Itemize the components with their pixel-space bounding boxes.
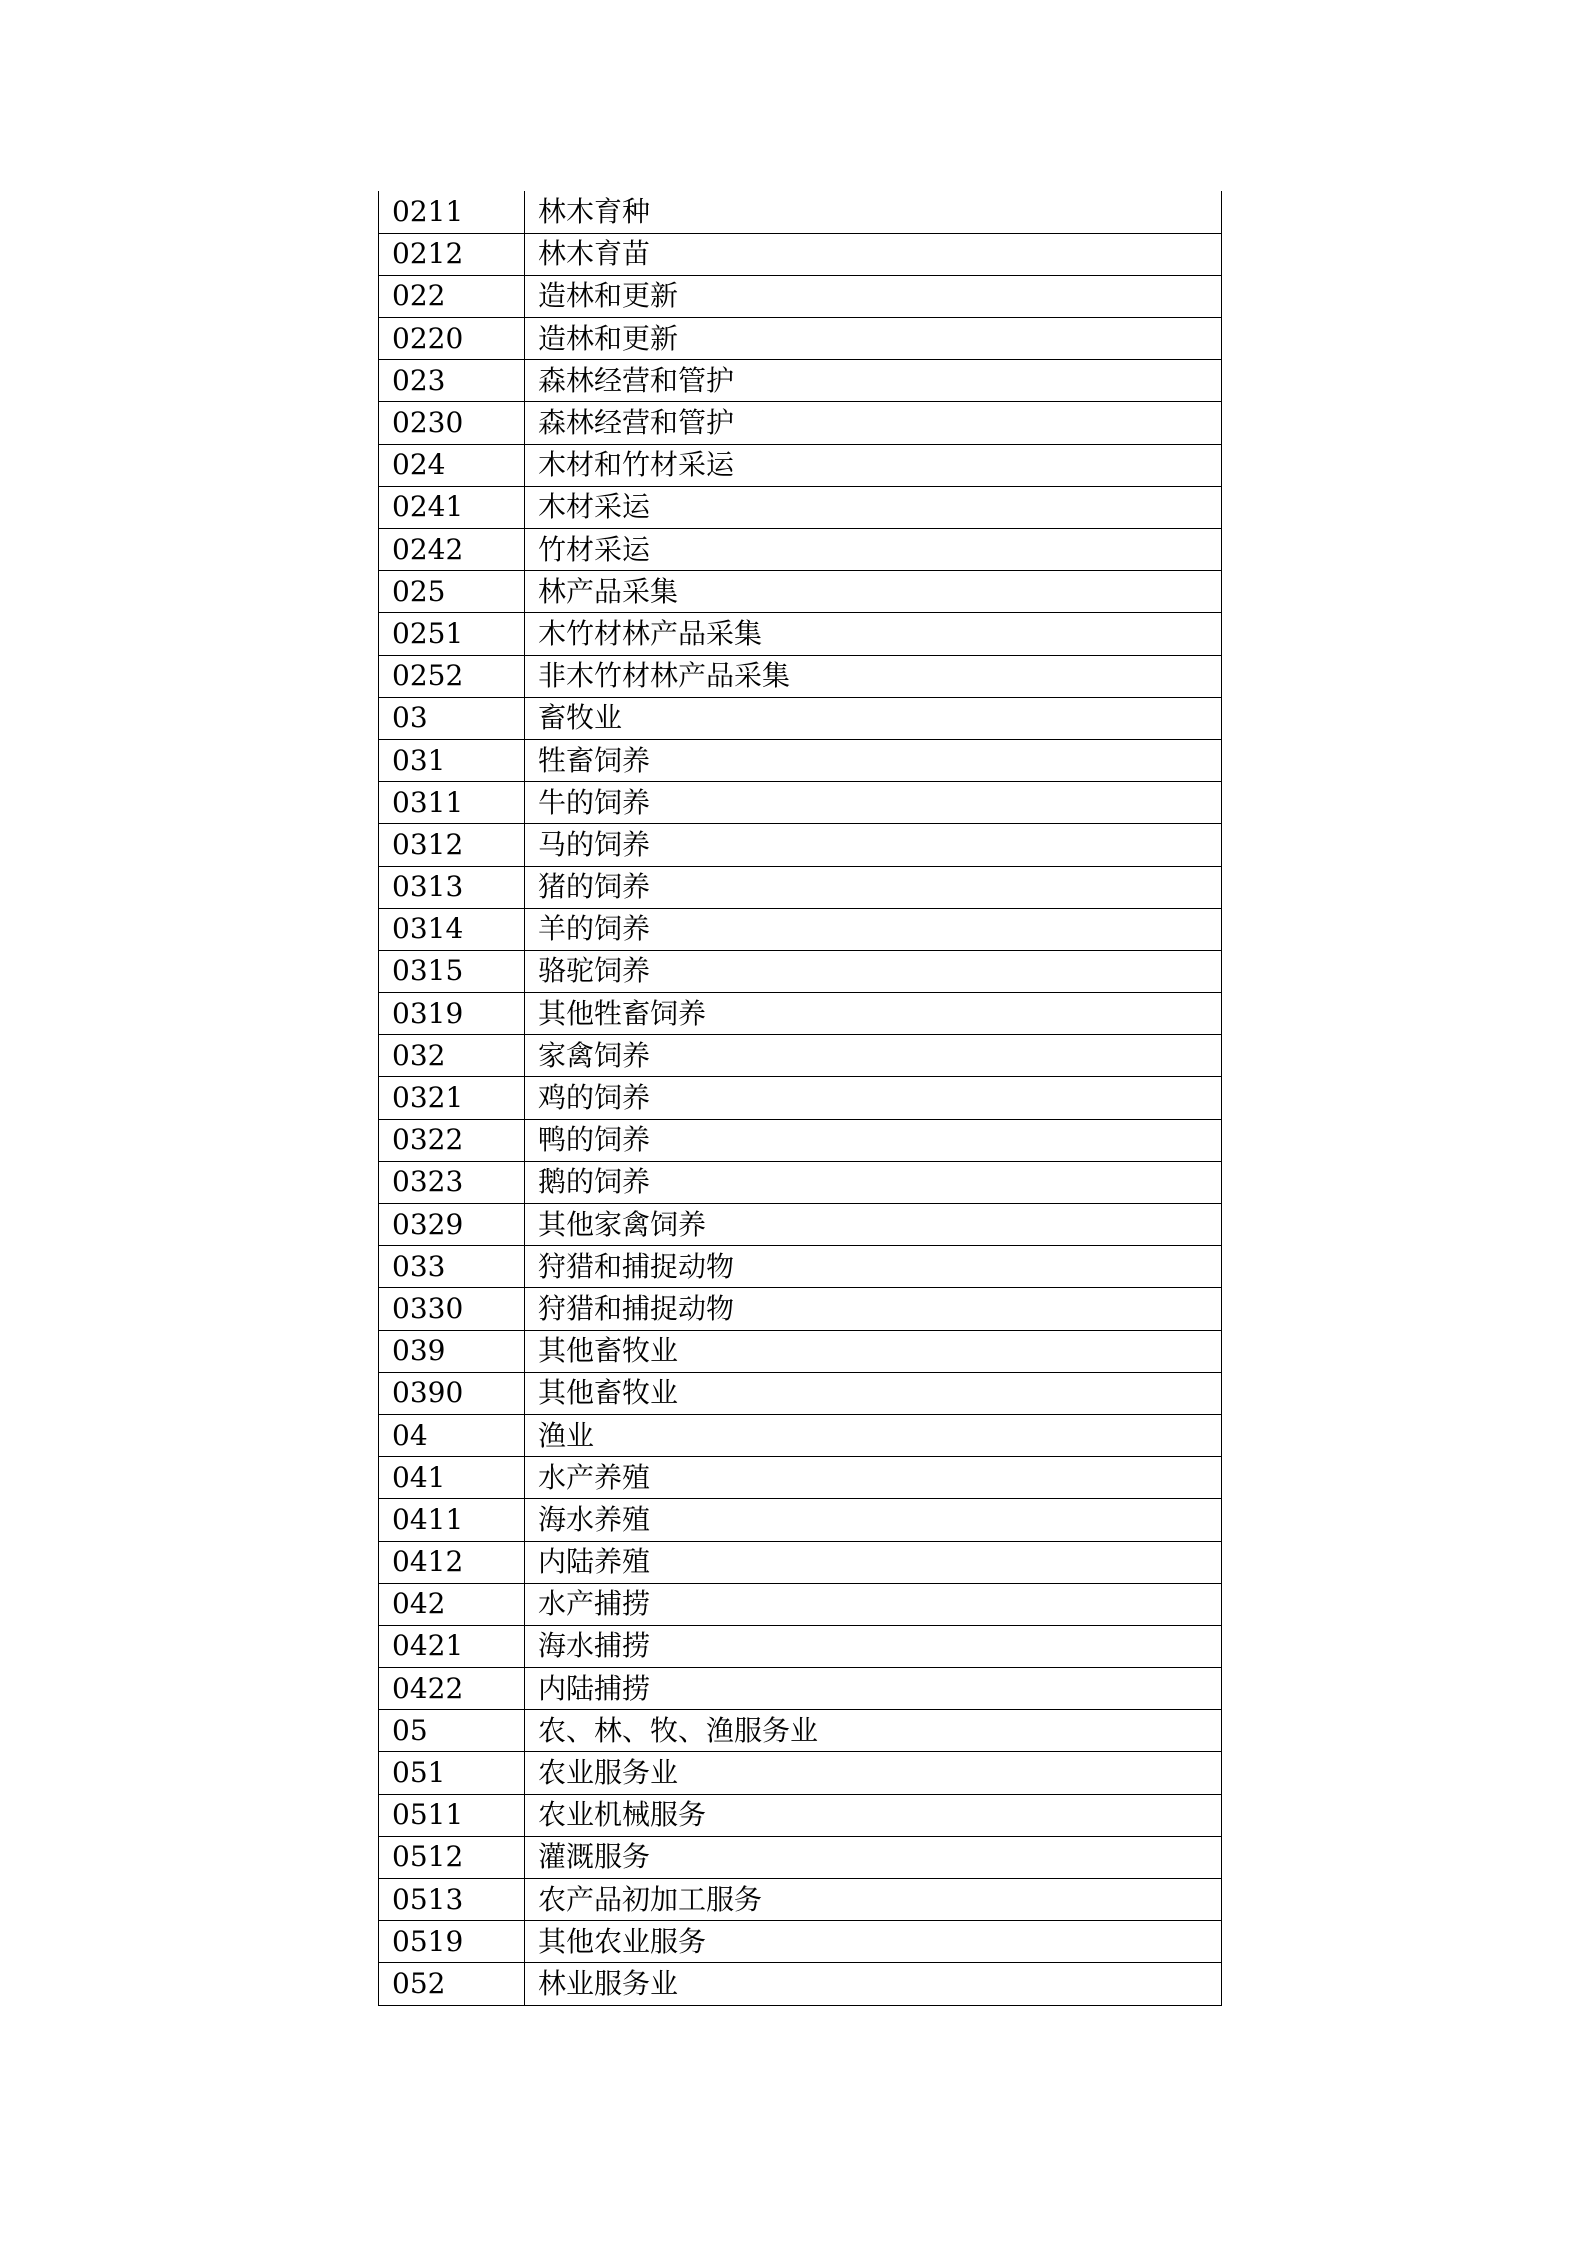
code-cell: 0412: [379, 1541, 525, 1583]
table-row: [379, 1372, 1222, 1414]
category-name-cell: 鸭的饲养: [525, 1119, 1222, 1161]
table-row: [379, 739, 1222, 781]
category-name-cell: 畜牧业: [525, 697, 1222, 739]
table-row: [379, 402, 1222, 444]
code-cell: 0511: [379, 1794, 525, 1836]
category-name-cell: 农业服务业: [525, 1752, 1222, 1794]
category-name-cell: 鹅的饲养: [525, 1161, 1222, 1203]
code-cell: 0314: [379, 908, 525, 950]
category-name-cell: 牲畜饲养: [525, 739, 1222, 781]
code-cell: 023: [379, 360, 525, 402]
table-row: [379, 1288, 1222, 1330]
table-row: [379, 824, 1222, 866]
category-name-cell: 内陆养殖: [525, 1541, 1222, 1583]
table-row: [379, 1119, 1222, 1161]
category-name-cell: 木竹材林产品采集: [525, 613, 1222, 655]
category-name-cell: 林业服务业: [525, 1963, 1222, 2005]
table-row: [379, 1204, 1222, 1246]
code-cell: 0252: [379, 655, 525, 697]
code-cell: 0242: [379, 529, 525, 571]
category-name-cell: 水产捕捞: [525, 1583, 1222, 1625]
code-cell: 0513: [379, 1879, 525, 1921]
code-cell: 041: [379, 1457, 525, 1499]
table-row: [379, 233, 1222, 275]
category-name-cell: 猪的饲养: [525, 866, 1222, 908]
industry-code-table: [378, 191, 1222, 2006]
code-cell: 03: [379, 697, 525, 739]
table-row: [379, 1710, 1222, 1752]
table-row: [379, 1668, 1222, 1710]
category-name-cell: 狩猎和捕捉动物: [525, 1288, 1222, 1330]
table-row: [379, 1414, 1222, 1456]
code-cell: 0329: [379, 1204, 525, 1246]
table-row: [379, 1246, 1222, 1288]
table-row: [379, 655, 1222, 697]
code-cell: 032: [379, 1035, 525, 1077]
code-cell: 0512: [379, 1836, 525, 1878]
category-name-cell: 内陆捕捞: [525, 1668, 1222, 1710]
category-name-cell: 渔业: [525, 1414, 1222, 1456]
table-row: [379, 866, 1222, 908]
code-cell: 0230: [379, 402, 525, 444]
category-name-cell: 农产品初加工服务: [525, 1879, 1222, 1921]
table-row: [379, 950, 1222, 992]
code-cell: 0211: [379, 191, 525, 233]
code-cell: 033: [379, 1246, 525, 1288]
table-row: [379, 444, 1222, 486]
code-cell: 0411: [379, 1499, 525, 1541]
code-cell: 0212: [379, 233, 525, 275]
category-name-cell: 羊的饲养: [525, 908, 1222, 950]
table-row: [379, 697, 1222, 739]
category-name-cell: 森林经营和管护: [525, 360, 1222, 402]
table-row: [379, 1879, 1222, 1921]
code-cell: 031: [379, 739, 525, 781]
code-cell: 039: [379, 1330, 525, 1372]
table-row: [379, 1625, 1222, 1667]
code-cell: 0322: [379, 1119, 525, 1161]
category-name-cell: 马的饲养: [525, 824, 1222, 866]
code-cell: 0220: [379, 318, 525, 360]
table-row: [379, 908, 1222, 950]
table-row: [379, 1583, 1222, 1625]
table-row: [379, 1921, 1222, 1963]
code-cell: 0390: [379, 1372, 525, 1414]
category-name-cell: 竹材采运: [525, 529, 1222, 571]
table-row: [379, 993, 1222, 1035]
category-name-cell: 狩猎和捕捉动物: [525, 1246, 1222, 1288]
category-name-cell: 家禽饲养: [525, 1035, 1222, 1077]
code-cell: 022: [379, 275, 525, 317]
table-row: [379, 613, 1222, 655]
table-row: [379, 1752, 1222, 1794]
category-name-cell: 非木竹材林产品采集: [525, 655, 1222, 697]
category-name-cell: 林木育苗: [525, 233, 1222, 275]
code-cell: 0519: [379, 1921, 525, 1963]
category-name-cell: 灌溉服务: [525, 1836, 1222, 1878]
category-name-cell: 其他家禽饲养: [525, 1204, 1222, 1246]
table-row: [379, 1499, 1222, 1541]
table-row: [379, 1457, 1222, 1499]
code-cell: 0241: [379, 486, 525, 528]
code-cell: 04: [379, 1414, 525, 1456]
category-name-cell: 造林和更新: [525, 318, 1222, 360]
category-name-cell: 造林和更新: [525, 275, 1222, 317]
category-name-cell: 林产品采集: [525, 571, 1222, 613]
code-cell: 0321: [379, 1077, 525, 1119]
code-cell: 0330: [379, 1288, 525, 1330]
table-row: [379, 1541, 1222, 1583]
category-name-cell: 其他牲畜饲养: [525, 993, 1222, 1035]
category-name-cell: 木材和竹材采运: [525, 444, 1222, 486]
code-cell: 042: [379, 1583, 525, 1625]
code-cell: 0251: [379, 613, 525, 655]
table-row: [379, 782, 1222, 824]
category-name-cell: 海水捕捞: [525, 1625, 1222, 1667]
category-name-cell: 森林经营和管护: [525, 402, 1222, 444]
table-row: [379, 1963, 1222, 2005]
category-name-cell: 牛的饲养: [525, 782, 1222, 824]
category-name-cell: 骆驼饲养: [525, 950, 1222, 992]
category-name-cell: 农业机械服务: [525, 1794, 1222, 1836]
code-cell: 0421: [379, 1625, 525, 1667]
code-cell: 025: [379, 571, 525, 613]
table-row: [379, 1077, 1222, 1119]
table-row: [379, 1035, 1222, 1077]
code-cell: 0323: [379, 1161, 525, 1203]
code-cell: 0312: [379, 824, 525, 866]
table-row: [379, 571, 1222, 613]
table-row: [379, 529, 1222, 571]
code-cell: 05: [379, 1710, 525, 1752]
category-name-cell: 其他畜牧业: [525, 1372, 1222, 1414]
code-cell: 0319: [379, 993, 525, 1035]
code-cell: 052: [379, 1963, 525, 2005]
table-row: [379, 318, 1222, 360]
category-name-cell: 林木育种: [525, 191, 1222, 233]
code-cell: 0311: [379, 782, 525, 824]
category-name-cell: 鸡的饲养: [525, 1077, 1222, 1119]
code-cell: 051: [379, 1752, 525, 1794]
category-name-cell: 海水养殖: [525, 1499, 1222, 1541]
table-row: [379, 360, 1222, 402]
code-cell: 024: [379, 444, 525, 486]
category-name-cell: 其他农业服务: [525, 1921, 1222, 1963]
code-cell: 0422: [379, 1668, 525, 1710]
table-row: [379, 1330, 1222, 1372]
table-row: [379, 1161, 1222, 1203]
category-name-cell: 其他畜牧业: [525, 1330, 1222, 1372]
code-cell: 0315: [379, 950, 525, 992]
table-body: [379, 191, 1222, 2005]
category-name-cell: 水产养殖: [525, 1457, 1222, 1499]
table-row: [379, 1836, 1222, 1878]
table-row: [379, 1794, 1222, 1836]
category-name-cell: 农、林、牧、渔服务业: [525, 1710, 1222, 1752]
table-row: [379, 275, 1222, 317]
category-name-cell: 木材采运: [525, 486, 1222, 528]
table-row: [379, 486, 1222, 528]
table-row: [379, 191, 1222, 233]
code-cell: 0313: [379, 866, 525, 908]
